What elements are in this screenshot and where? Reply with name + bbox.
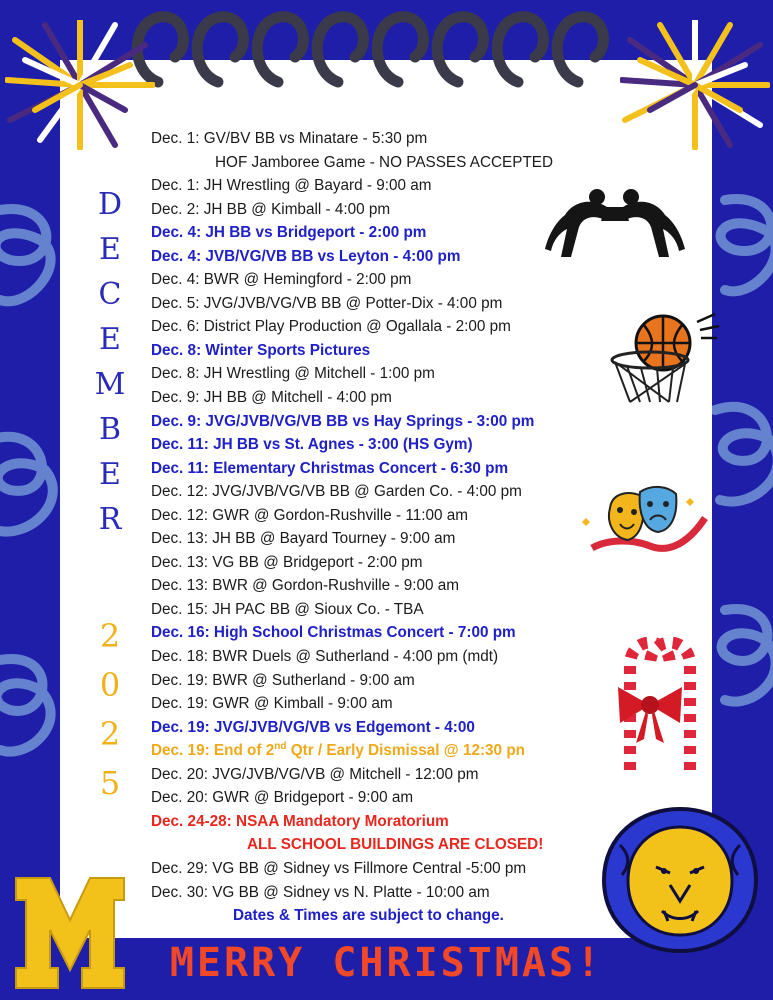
event-line: Dec. 19: JVG/JVB/VG/VB vs Edgemont - 4:00 bbox=[151, 718, 475, 736]
buildings-closed-line: ALL SCHOOL BUILDINGS ARE CLOSED! bbox=[247, 836, 544, 854]
event-line: Dec. 8: JH Wrestling @ Mitchell - 1:00 pm bbox=[151, 365, 435, 383]
event-line: HOF Jamboree Game - NO PASSES ACCEPTED bbox=[215, 153, 554, 171]
event-line: Dec. 9: JVG/JVB/VG/VB BB vs Hay Springs - 3:00 pm bbox=[151, 412, 535, 430]
event-line: Dec. 13: BWR @ Gordon-Rushville - 9:00 am bbox=[151, 577, 459, 595]
event-line: Dec. 13: JH BB @ Bayard Tourney - 9:00 am bbox=[151, 530, 456, 548]
early-dismissal-line bbox=[151, 739, 611, 763]
month-letter: D bbox=[97, 187, 123, 222]
event-line: Dec. 29: VG BB @ Sidney vs Fillmore Central -5:00 pm bbox=[151, 859, 527, 877]
month-vertical-title bbox=[90, 187, 130, 550]
event-line: Dec. 19: GWR @ Kimball - 9:00 am bbox=[151, 695, 393, 713]
wrestlers-icon bbox=[545, 185, 685, 260]
year-digit: 2 bbox=[99, 617, 121, 655]
month-letter: E bbox=[99, 457, 121, 492]
event-line: Dec. 2: JH BB @ Kimball - 4:00 pm bbox=[151, 200, 391, 218]
spiral-rings-icon bbox=[130, 2, 650, 97]
month-letter: E bbox=[99, 232, 121, 267]
swirl-decoration-right bbox=[705, 180, 773, 880]
merry-christmas-banner: MERRY CHRISTMAS! bbox=[169, 940, 604, 986]
year-digit: 2 bbox=[99, 715, 121, 753]
event-line: Dec. 18: BWR Duels @ Sutherland - 4:00 pm (mdt) bbox=[151, 648, 499, 666]
drama-masks-icon bbox=[580, 478, 715, 563]
year-digit: 5 bbox=[99, 764, 121, 802]
month-letter: E bbox=[99, 322, 121, 357]
event-line: Dec. 11: Elementary Christmas Concert - 6:30 pm bbox=[151, 459, 509, 477]
event-line: Dec. 11: JH BB vs St. Agnes - 3:00 (HS Gym) bbox=[151, 436, 473, 454]
event-line: Dec. 12: JVG/JVB/VG/VB BB @ Garden Co. - 4:00 pm bbox=[151, 483, 522, 501]
event-line: Dec. 4: BWR @ Hemingford - 2:00 pm bbox=[151, 271, 412, 289]
event-line: Dec. 16: High School Christmas Concert - 7:00 pm bbox=[151, 624, 516, 642]
candy-cane-icon bbox=[590, 625, 710, 775]
month-letter: M bbox=[94, 367, 126, 402]
moratorium-line: Dec. 24-28: NSAA Mandatory Moratorium bbox=[151, 812, 449, 830]
event-line: Dec. 1: GV/BV BB vs Minatare - 5:30 pm bbox=[151, 130, 428, 147]
event-line: Dec. 19: BWR @ Sutherland - 9:00 am bbox=[151, 671, 415, 689]
dismissal-text: Qtr / Early Dismissal @ 12:30 pn bbox=[286, 742, 526, 760]
event-line: Dec. 6: District Play Production @ Ogallala - 2:00 pm bbox=[151, 318, 511, 336]
month-letter: R bbox=[98, 502, 122, 537]
month-letter: B bbox=[98, 412, 122, 447]
event-line: Dec. 30: VG BB @ Sidney vs N. Platte - 10:00 am bbox=[151, 883, 490, 901]
lion-icon bbox=[600, 805, 760, 955]
basketball-icon bbox=[605, 310, 725, 405]
event-line: Dec. 20: GWR @ Bridgeport - 9:00 am bbox=[151, 789, 414, 807]
event-line: Dec. 5: JVG/JVB/VG/VB BB @ Potter-Dix - 4:00 pm bbox=[151, 294, 503, 312]
event-line: Dec. 9: JH BB @ Mitchell - 4:00 pm bbox=[151, 389, 392, 407]
event-line: Dec. 8: Winter Sports Pictures bbox=[151, 341, 371, 359]
dismissal-superscript: nd bbox=[274, 741, 287, 753]
event-line: Dec. 12: GWR @ Gordon-Rushville - 11:00 am bbox=[151, 506, 469, 524]
month-letter: C bbox=[98, 277, 122, 312]
year-digit: 0 bbox=[99, 666, 121, 704]
event-line: Dec. 13: VG BB @ Bridgeport - 2:00 pm bbox=[151, 553, 423, 571]
event-list bbox=[151, 127, 611, 928]
event-line: Dec. 4: JH BB vs Bridgeport - 2:00 pm bbox=[151, 224, 427, 242]
event-line: Dec. 15: JH PAC BB @ Sioux Co. - TBA bbox=[151, 600, 424, 618]
pompom-icon bbox=[620, 20, 770, 150]
pompom-icon bbox=[5, 20, 155, 150]
event-line: Dec. 20: JVG/JVB/VG/VB @ Mitchell - 12:00 pm bbox=[151, 765, 479, 783]
event-line: Dec. 1: JH Wrestling @ Bayard - 9:00 am bbox=[151, 177, 432, 195]
event-line: Dec. 4: JVB/VG/VB BB vs Leyton - 4:00 pm bbox=[151, 247, 461, 265]
disclaimer-note: Dates & Times are subject to change. bbox=[233, 907, 504, 925]
year-vertical-title bbox=[90, 617, 130, 816]
dismissal-text: Dec. 19: End of 2 bbox=[151, 742, 275, 760]
